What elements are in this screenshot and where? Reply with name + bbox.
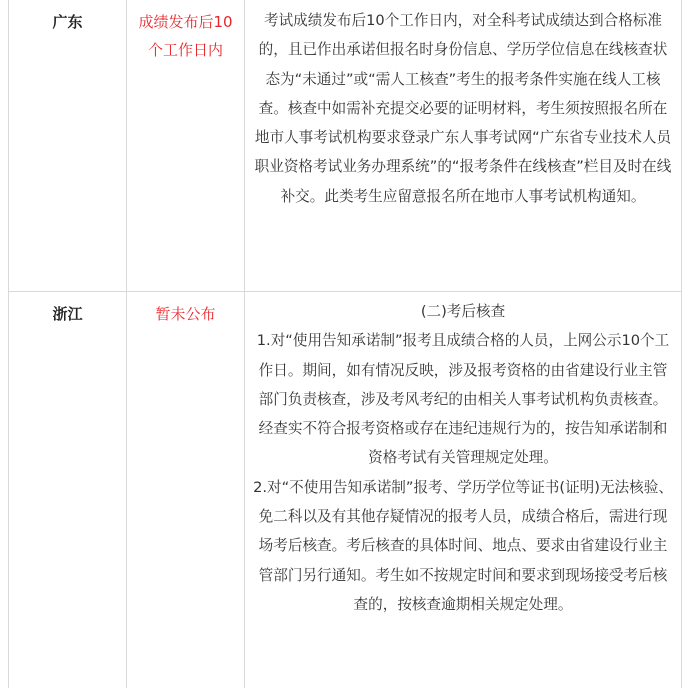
description-paragraph: 1.对“使用告知承诺制”报考且成绩合格的人员，上网公示10个工作日。期间，如有情况反映，涉及报考资格的由省建设行业主管部门负责核查，涉及考风考纪的由相关人事考试机构负责核查。经查实不符合报考资格或存在违纪违规行为的，按告知承诺制和资格考试有关管理规定处理。 [256, 332, 670, 467]
description-heading: (二)考后核查 [420, 303, 506, 320]
region-cell [9, 292, 127, 688]
description-paragraph: 2.对“不使用告知承诺制”报考、学历学位等证书(证明)无法核验、免二科以及有其他存疑情况的报考人员，成绩合格后，需进行现场考后核查。考后核查的具体时间、地点、要求由省建设行业主管部门另行通知。考生如不按规定时间和要求到现场接受考后核查的，按核查逾期相关规定处理。 [253, 478, 673, 613]
region-cell [9, 0, 127, 291]
description-text [245, 292, 681, 619]
description-text [245, 0, 681, 211]
region-name: 广东 [52, 13, 83, 31]
table-row-guangdong [8, 0, 682, 292]
check-time: 成绩发布后10个工作日内 [138, 13, 233, 59]
time-cell [127, 0, 245, 291]
exam-info-table [8, 0, 682, 688]
table-row-zhejiang [8, 292, 682, 688]
description-cell [245, 292, 681, 688]
description-cell [245, 0, 681, 291]
region-name: 浙江 [52, 305, 83, 323]
description-paragraph: 考试成绩发布后10个工作日内，对全科考试成绩达到合格标准的，且已作出承诺但报名时身份信息、学历学位信息在线核查状态为“未通过”或“需人工核查”考生的报考条件实施在线人工核查。核查中如需补充提交必要的证明材料，考生须按照报名所在地市人事考试机构要求登录广东人事考试网“广东省专业技术人员职业资格考试业务办理系统”的“报考条件在线核查”栏目及时在线补交。此类考生应留意报名所在地市人事考试机构通知。 [254, 12, 672, 205]
time-cell [127, 292, 245, 688]
check-time: 暂未公布 [155, 305, 216, 323]
